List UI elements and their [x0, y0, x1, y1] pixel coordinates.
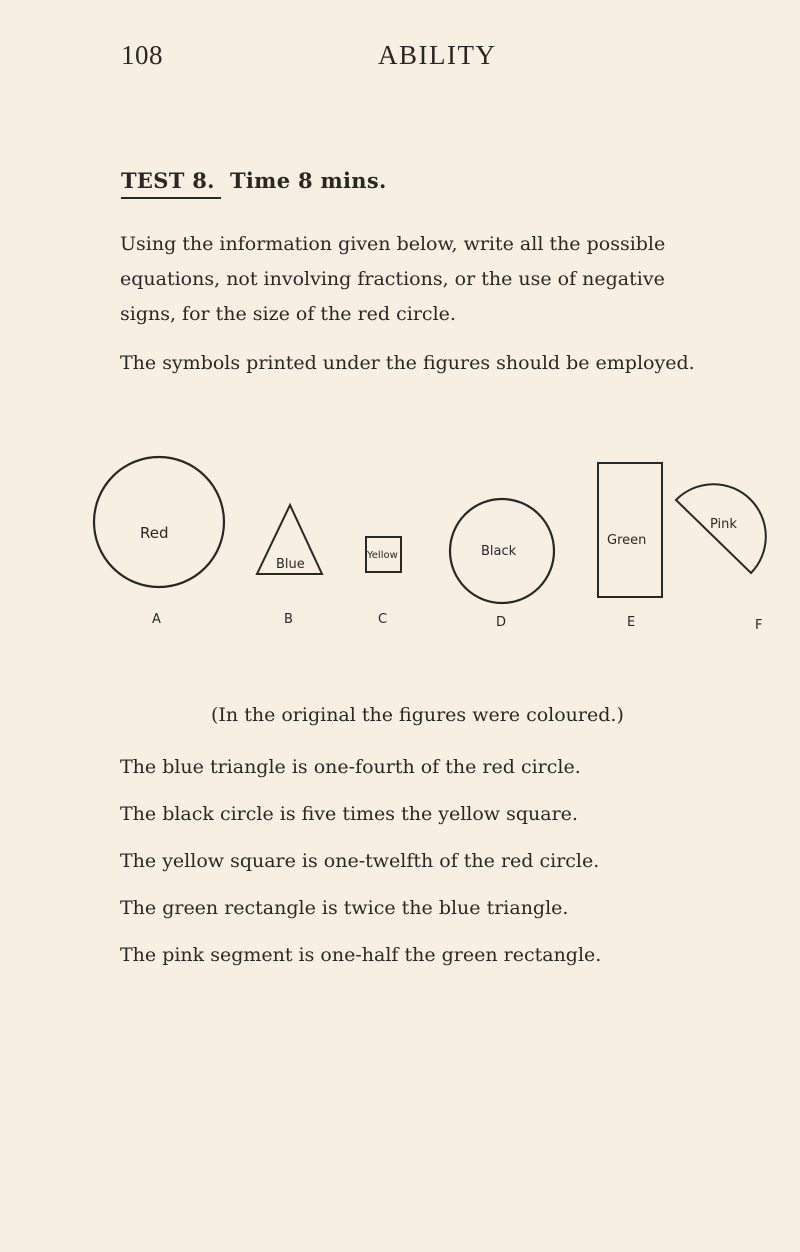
- page-number: 108: [121, 40, 163, 70]
- instructions: [120, 227, 695, 381]
- instruction-line: equations, not involving fractions, or the use of negative: [120, 268, 665, 290]
- instruction-line: Using the information given below, write all the possible: [120, 233, 666, 255]
- test-heading: TEST 8. Time 8 mins.: [121, 168, 387, 193]
- figure-e: [598, 463, 662, 630]
- figure-f: [676, 484, 766, 633]
- figures-caption: (In the original the figures were coloured.): [211, 704, 624, 726]
- figures-illustration: [0, 440, 800, 640]
- figure-b: [257, 505, 322, 627]
- figure-letter: F: [755, 618, 763, 633]
- figure-letter: B: [284, 612, 293, 627]
- figure-a: [94, 457, 224, 627]
- instruction-line: signs, for the size of the red circle.: [120, 303, 456, 325]
- figure-label: Yellow: [367, 550, 398, 561]
- figure-letter: A: [152, 612, 161, 627]
- red-circle-shape: [94, 457, 224, 587]
- figure-label: Blue: [276, 557, 305, 572]
- statement: The black circle is five times the yellow square.: [120, 803, 578, 825]
- figure-label: Green: [607, 533, 647, 548]
- statement: The pink segment is one-half the green rectangle.: [120, 944, 602, 966]
- figure-c: [366, 537, 401, 627]
- symbols-note: The symbols printed under the figures should be employed.: [120, 352, 695, 374]
- page-header: [0, 40, 800, 80]
- figure-letter: E: [627, 615, 636, 630]
- figure-label: Pink: [710, 517, 737, 532]
- statement: The green rectangle is twice the blue triangle.: [120, 897, 569, 919]
- figure-letter: D: [496, 615, 507, 630]
- statements-list: [120, 750, 601, 985]
- statement: The yellow square is one-twelfth of the red circle.: [120, 850, 600, 872]
- green-rectangle-shape: [598, 463, 662, 597]
- figures-panel: [0, 440, 800, 640]
- figure-d: [450, 499, 554, 630]
- figure-label: Black: [481, 544, 517, 559]
- figure-letter: C: [378, 612, 388, 627]
- statement: The blue triangle is one-fourth of the red circle.: [120, 756, 581, 778]
- figure-label: Red: [140, 524, 169, 542]
- heading-underline: [121, 197, 221, 199]
- running-head: ABILITY: [378, 40, 497, 70]
